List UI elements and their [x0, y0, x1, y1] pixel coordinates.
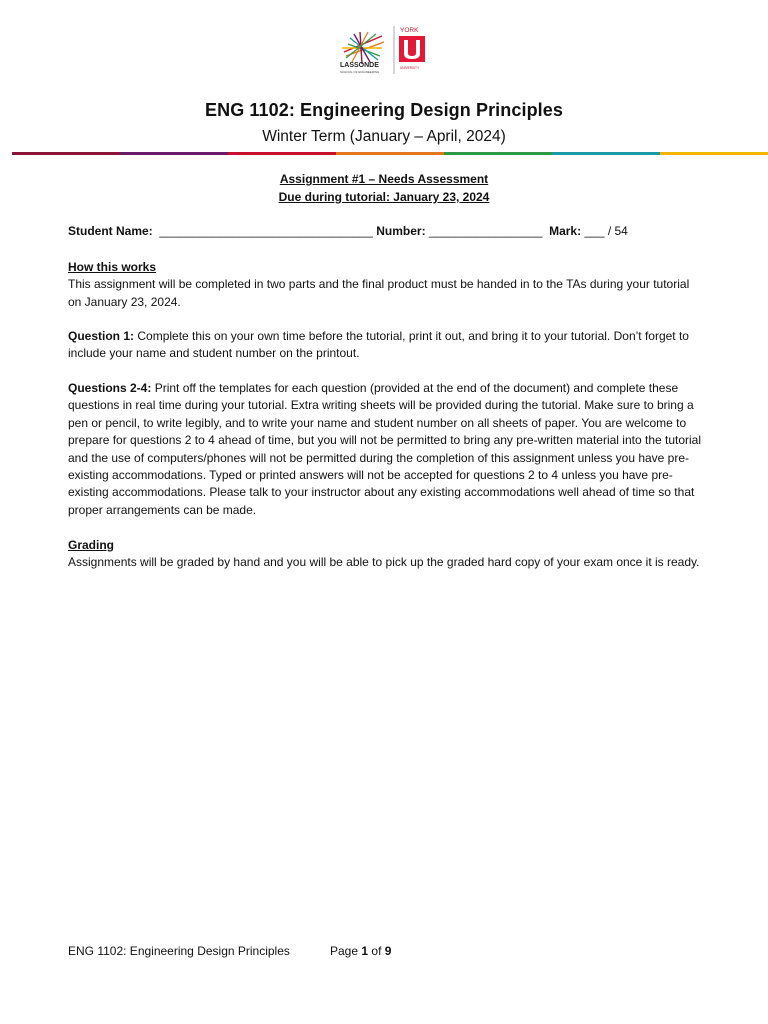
questions-2-4-section: [68, 380, 704, 519]
footer-page-number: [330, 944, 391, 958]
questions-2-4-lead: Questions 2-4:: [68, 381, 152, 395]
student-name-label: Student Name:: [68, 224, 153, 238]
lassonde-subtext: SCHOOL OF ENGINEERING: [340, 70, 380, 74]
lassonde-wordmark: LASSONDE: [340, 62, 379, 69]
grading-text: Assignments will be graded by hand and you will be able to pick up the graded hard copy of your exam once it is ready.: [68, 555, 700, 570]
color-divider-segment: [336, 152, 444, 155]
color-divider-segment: [444, 152, 552, 155]
footer-page-current: 1: [361, 944, 369, 958]
footer-page-of: of: [371, 944, 382, 958]
assignment-title: Assignment #1 – Needs Assessment: [279, 172, 489, 186]
number-label: Number:: [376, 224, 426, 238]
question-1-lead: Question 1:: [68, 329, 135, 343]
number-blank: _________________: [428, 224, 543, 238]
color-divider-segment: [12, 152, 120, 155]
how-it-works-text: This assignment will be completed in two parts and the final product must be handed in to the TAs during your tutorial on January 23, 2024.: [68, 277, 690, 309]
document-subtitle: Winter Term (January – April, 2024): [262, 128, 506, 145]
color-divider-segment: [228, 152, 336, 155]
color-divider: [12, 152, 768, 155]
footer-page-total: 9: [384, 944, 392, 958]
color-divider-segment: [552, 152, 660, 155]
grading-heading: Grading: [68, 538, 115, 552]
mark-total: / 54: [607, 224, 628, 238]
lassonde-logo-mark: [342, 32, 384, 64]
grading-section: [68, 537, 704, 572]
york-u-mark: [399, 36, 425, 62]
york-wordmark: YORK: [400, 27, 419, 34]
student-name-blank: ________________________________: [159, 224, 373, 238]
assignment-due-date: Due during tutorial: January 23, 2024: [278, 190, 490, 204]
footer-page-label: Page: [330, 944, 359, 958]
student-info-fields: [68, 224, 628, 238]
question-1-text: Complete this on your own time before the tutorial, print it out, and bring it to your tutorial. Don’t forget to include your name and student number on the printout.: [68, 329, 689, 361]
color-divider-segment: [660, 152, 768, 155]
header-logos: [338, 22, 433, 77]
mark-blank: ___: [584, 224, 605, 238]
lassonde-york-logo: [338, 22, 433, 77]
footer-course: ENG 1102: Engineering Design Principles: [68, 944, 290, 958]
document-title: ENG 1102: Engineering Design Principles: [204, 100, 563, 120]
mark-label: Mark:: [549, 224, 582, 238]
color-divider-segment: [120, 152, 228, 155]
how-it-works-heading: How this works: [68, 260, 157, 274]
questions-2-4-text: Print off the templates for each question (provided at the end of the document) and complete these questions in real time during your tutorial. Extra writing sheets will be provided during the tutorial. Make sure to bring a pen or pencil, to write legibly, and to write your name and student number on all sheets of paper. You are welcome to prepare for questions 2 to 4 ahead of time, but you will not be permitted to bring any pre-written material into the tutorial and the use of computers/phones will not be permitted during the completion of this assignment unless you have pre-existing accommodations. Typed or printed answers will not be accepted for questions 2 to 4 unless you have pre-existing accommodations. Please talk to your instructor about any existing accommodations well ahead of time so that proper arrangements can be made.: [68, 381, 702, 517]
how-it-works-section: [68, 259, 704, 311]
question-1-section: [68, 328, 704, 363]
york-subtext: UNIVERSITY: [400, 66, 420, 70]
